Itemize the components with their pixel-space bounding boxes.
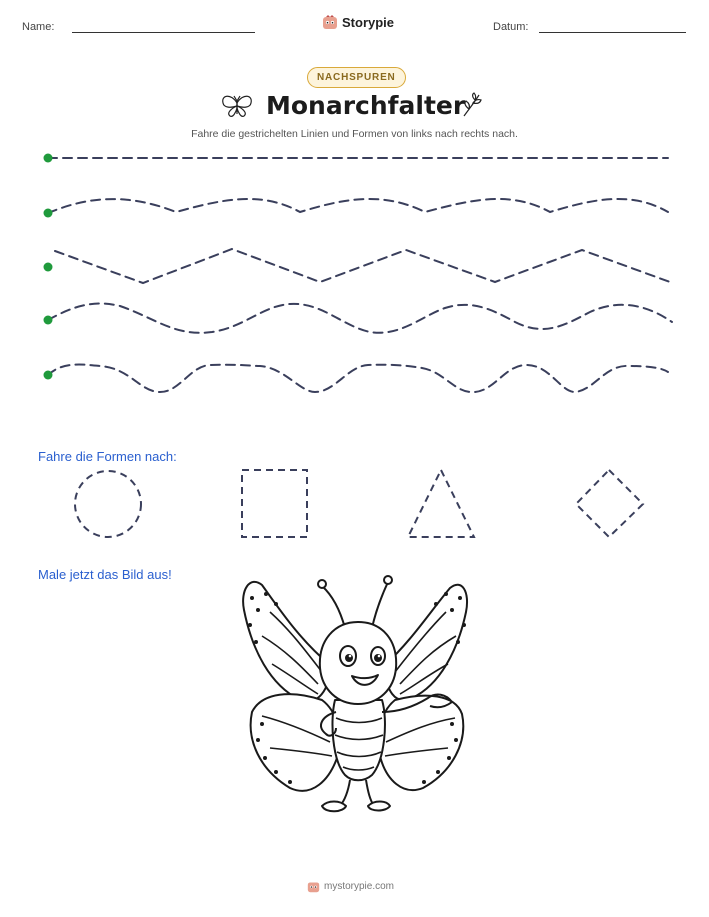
trace-line-bump[interactable]: [48, 365, 668, 393]
date-label: Datum:: [493, 21, 529, 33]
start-dot: [44, 371, 53, 380]
trace-line-wave-2[interactable]: [48, 304, 672, 333]
trace-shape-square[interactable]: [242, 470, 307, 537]
trace-shape-triangle[interactable]: [408, 470, 474, 537]
tracing-badge: NACHSPUREN: [307, 67, 406, 88]
trace-line-zigzag[interactable]: [55, 249, 670, 283]
butterfly-coloring-picture: [243, 576, 467, 811]
trace-shape-diamond[interactable]: [576, 470, 643, 537]
coloring-section-heading: Male jetzt das Bild aus!: [38, 567, 172, 582]
brand-name: Storypie: [342, 14, 395, 30]
start-dot: [44, 263, 53, 272]
instruction-text: Fahre die gestrichelten Linien und Formen von links nach rechts nach.: [191, 128, 518, 140]
footer-site-link[interactable]: mystorypie.com: [324, 881, 395, 892]
footer: [307, 880, 394, 893]
start-dot: [44, 209, 53, 218]
trace-line-wave-1[interactable]: [48, 199, 668, 213]
start-dot: [44, 154, 53, 163]
trace-shape-circle[interactable]: [75, 471, 141, 537]
start-dot: [44, 316, 53, 325]
shapes-section-heading: Fahre die Formen nach:: [38, 449, 177, 464]
storypie-logo-icon: [307, 880, 320, 893]
page-title: Monarchfalter: [266, 91, 466, 120]
name-label: Name:: [22, 21, 55, 33]
